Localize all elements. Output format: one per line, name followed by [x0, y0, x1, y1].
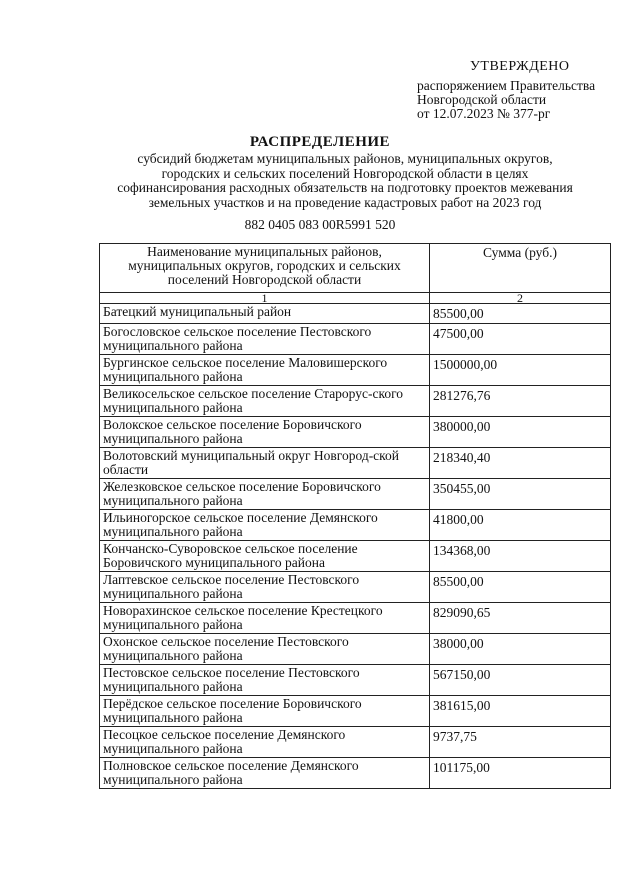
column-header-name: Наименование муниципальных районов, муниципальных округов, городских и сельских поселений Новгородской области: [100, 244, 430, 293]
table-row: [100, 541, 611, 572]
decree-line-3: от 12.07.2023 № 377-рг: [417, 106, 551, 121]
decree-line-1: распоряжением Правительства: [417, 78, 596, 93]
municipality-name: Ильиногорское сельское поселение Демянского муниципального района: [100, 510, 430, 541]
table-row: [100, 665, 611, 696]
municipality-name: Кончанско-Суворовское сельское поселение Боровичского муниципального района: [100, 541, 430, 572]
table-row: [100, 448, 611, 479]
column-number-2: 2: [430, 293, 611, 304]
municipality-name: Перёдское сельское поселение Боровичского муниципального района: [100, 696, 430, 727]
municipality-name: Великосельское сельское поселение Старорус-ского муниципального района: [100, 386, 430, 417]
subsidy-sum: 281276,76: [430, 386, 611, 417]
decree-line-2: Новгородской области: [417, 92, 547, 107]
municipality-name: Волокское сельское поселение Боровичского муниципального района: [100, 417, 430, 448]
municipality-name: Пестовское сельское поселение Пестовского муниципального района: [100, 665, 430, 696]
subsidy-sum: 1500000,00: [430, 355, 611, 386]
table-row: [100, 634, 611, 665]
decree-reference: [417, 79, 595, 121]
subsidy-sum: 134368,00: [430, 541, 611, 572]
table-row: [100, 417, 611, 448]
municipality-name: Бургинское сельское поселение Маловишерского муниципального района: [100, 355, 430, 386]
distribution-table: [99, 243, 611, 789]
table-row: [100, 510, 611, 541]
subsidy-sum: 47500,00: [430, 324, 611, 355]
municipality-name: Богословское сельское поселение Пестовского муниципального района: [100, 324, 430, 355]
document-title: РАСПРЕДЕЛЕНИЕ: [249, 134, 391, 150]
table-row: [100, 727, 611, 758]
table-row: [100, 603, 611, 634]
municipality-name: Лаптевское сельское поселение Пестовского муниципального района: [100, 572, 430, 603]
column-number-1: 1: [100, 293, 430, 304]
table-row: [100, 696, 611, 727]
table-row: [100, 572, 611, 603]
subsidy-sum: 350455,00: [430, 479, 611, 510]
subsidy-sum: 829090,65: [430, 603, 611, 634]
subsidy-sum: 218340,40: [430, 448, 611, 479]
table-row: [100, 304, 611, 324]
subsidy-sum: 380000,00: [430, 417, 611, 448]
budget-classification-code: 882 0405 083 00R5991 520: [244, 217, 396, 232]
subsidy-sum: 567150,00: [430, 665, 611, 696]
table-row: [100, 479, 611, 510]
municipality-name: Охонское сельское поселение Пестовского муниципального района: [100, 634, 430, 665]
municipality-name: Волотовский муниципальный округ Новгород-ской области: [100, 448, 430, 479]
municipality-name: Новорахинское сельское поселение Крестецкого муниципального района: [100, 603, 430, 634]
table-row: [100, 324, 611, 355]
table-row: [100, 758, 611, 789]
subsidy-sum: 9737,75: [430, 727, 611, 758]
table-row: [100, 355, 611, 386]
municipality-name: Песоцкое сельское поселение Демянского муниципального района: [100, 727, 430, 758]
subsidy-sum: 101175,00: [430, 758, 611, 789]
subsidy-sum: 85500,00: [430, 304, 611, 324]
subsidy-sum: 85500,00: [430, 572, 611, 603]
approval-stamp-title: УТВЕРЖДЕНО: [470, 59, 570, 74]
subsidy-sum: 41800,00: [430, 510, 611, 541]
document-subtitle: субсидий бюджетам муниципальных районов, муниципальных округов, городских и сельских поселений Новгородской области в целях софинансирования расходных обязательств на подготовку проектов межевания земельных участков и на проведение кадастровых работ на 2023 год: [117, 151, 573, 210]
municipality-name: Железковское сельское поселение Боровичского муниципального района: [100, 479, 430, 510]
subsidy-sum: 38000,00: [430, 634, 611, 665]
table-row: [100, 386, 611, 417]
municipality-name: Батецкий муниципальный район: [100, 304, 430, 324]
municipality-name: Полновское сельское поселение Демянского муниципального района: [100, 758, 430, 789]
column-header-sum: Сумма (руб.): [430, 244, 611, 293]
subsidy-sum: 381615,00: [430, 696, 611, 727]
